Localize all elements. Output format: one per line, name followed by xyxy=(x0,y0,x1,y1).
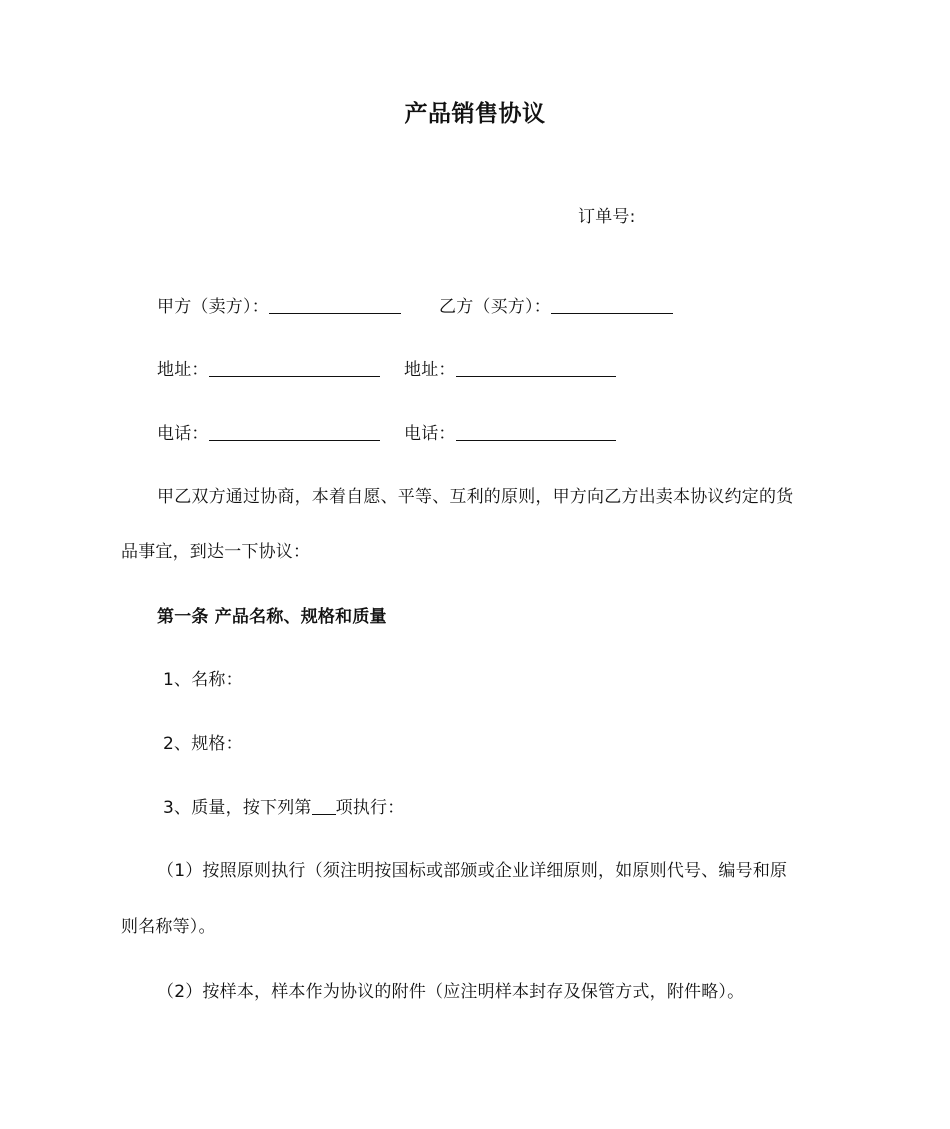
address-a-row xyxy=(157,358,380,382)
party-a-blank[interactable] xyxy=(269,295,401,314)
address-a-blank[interactable] xyxy=(209,358,380,377)
option-1-line-2: 则名称等）。 xyxy=(121,917,216,937)
party-a-row xyxy=(157,295,401,319)
address-b-label: 地址： xyxy=(404,360,456,380)
item-spec: 2、规格： xyxy=(163,734,243,754)
address-b-blank[interactable] xyxy=(456,358,616,377)
order-number-label: 订单号: xyxy=(578,207,636,227)
intro-paragraph-line-1: 甲乙双方通过协商，本着自愿、平等、互利的原则，甲方向乙方出卖本协议约定的货 xyxy=(157,487,794,507)
item-name: 1、名称： xyxy=(163,670,243,690)
phone-a-blank[interactable] xyxy=(209,422,380,441)
option-2-line: （2）按样本，样本作为协议的附件（应注明样本封存及保管方式，附件略）。 xyxy=(157,982,745,1002)
address-a-label: 地址： xyxy=(157,360,209,380)
party-b-row xyxy=(439,295,673,319)
party-b-blank[interactable] xyxy=(551,295,673,314)
phone-a-row xyxy=(157,422,380,446)
item-quality-row xyxy=(163,796,404,820)
item-quality-blank[interactable] xyxy=(312,796,336,815)
item-quality-label: 3、质量，按下列第 xyxy=(163,798,312,818)
intro-paragraph-line-2: 品事宜，到达一下协议： xyxy=(121,542,311,562)
phone-b-row xyxy=(404,422,616,446)
item-quality-suffix: 项执行： xyxy=(335,798,405,818)
article-1-heading: 第一条 产品名称、规格和质量 xyxy=(157,607,387,627)
party-a-label: 甲方（卖方）： xyxy=(157,297,269,317)
phone-b-blank[interactable] xyxy=(456,422,616,441)
option-1-line-1: （1）按照原则执行（须注明按国标或部颁或企业详细原则，如原则代号、编号和原 xyxy=(157,861,788,881)
document-title: 产品销售协议 xyxy=(404,101,546,127)
party-b-label: 乙方（买方）： xyxy=(439,297,551,317)
phone-a-label: 电话： xyxy=(157,424,209,444)
phone-b-label: 电话： xyxy=(404,424,456,444)
address-b-row xyxy=(404,358,616,382)
